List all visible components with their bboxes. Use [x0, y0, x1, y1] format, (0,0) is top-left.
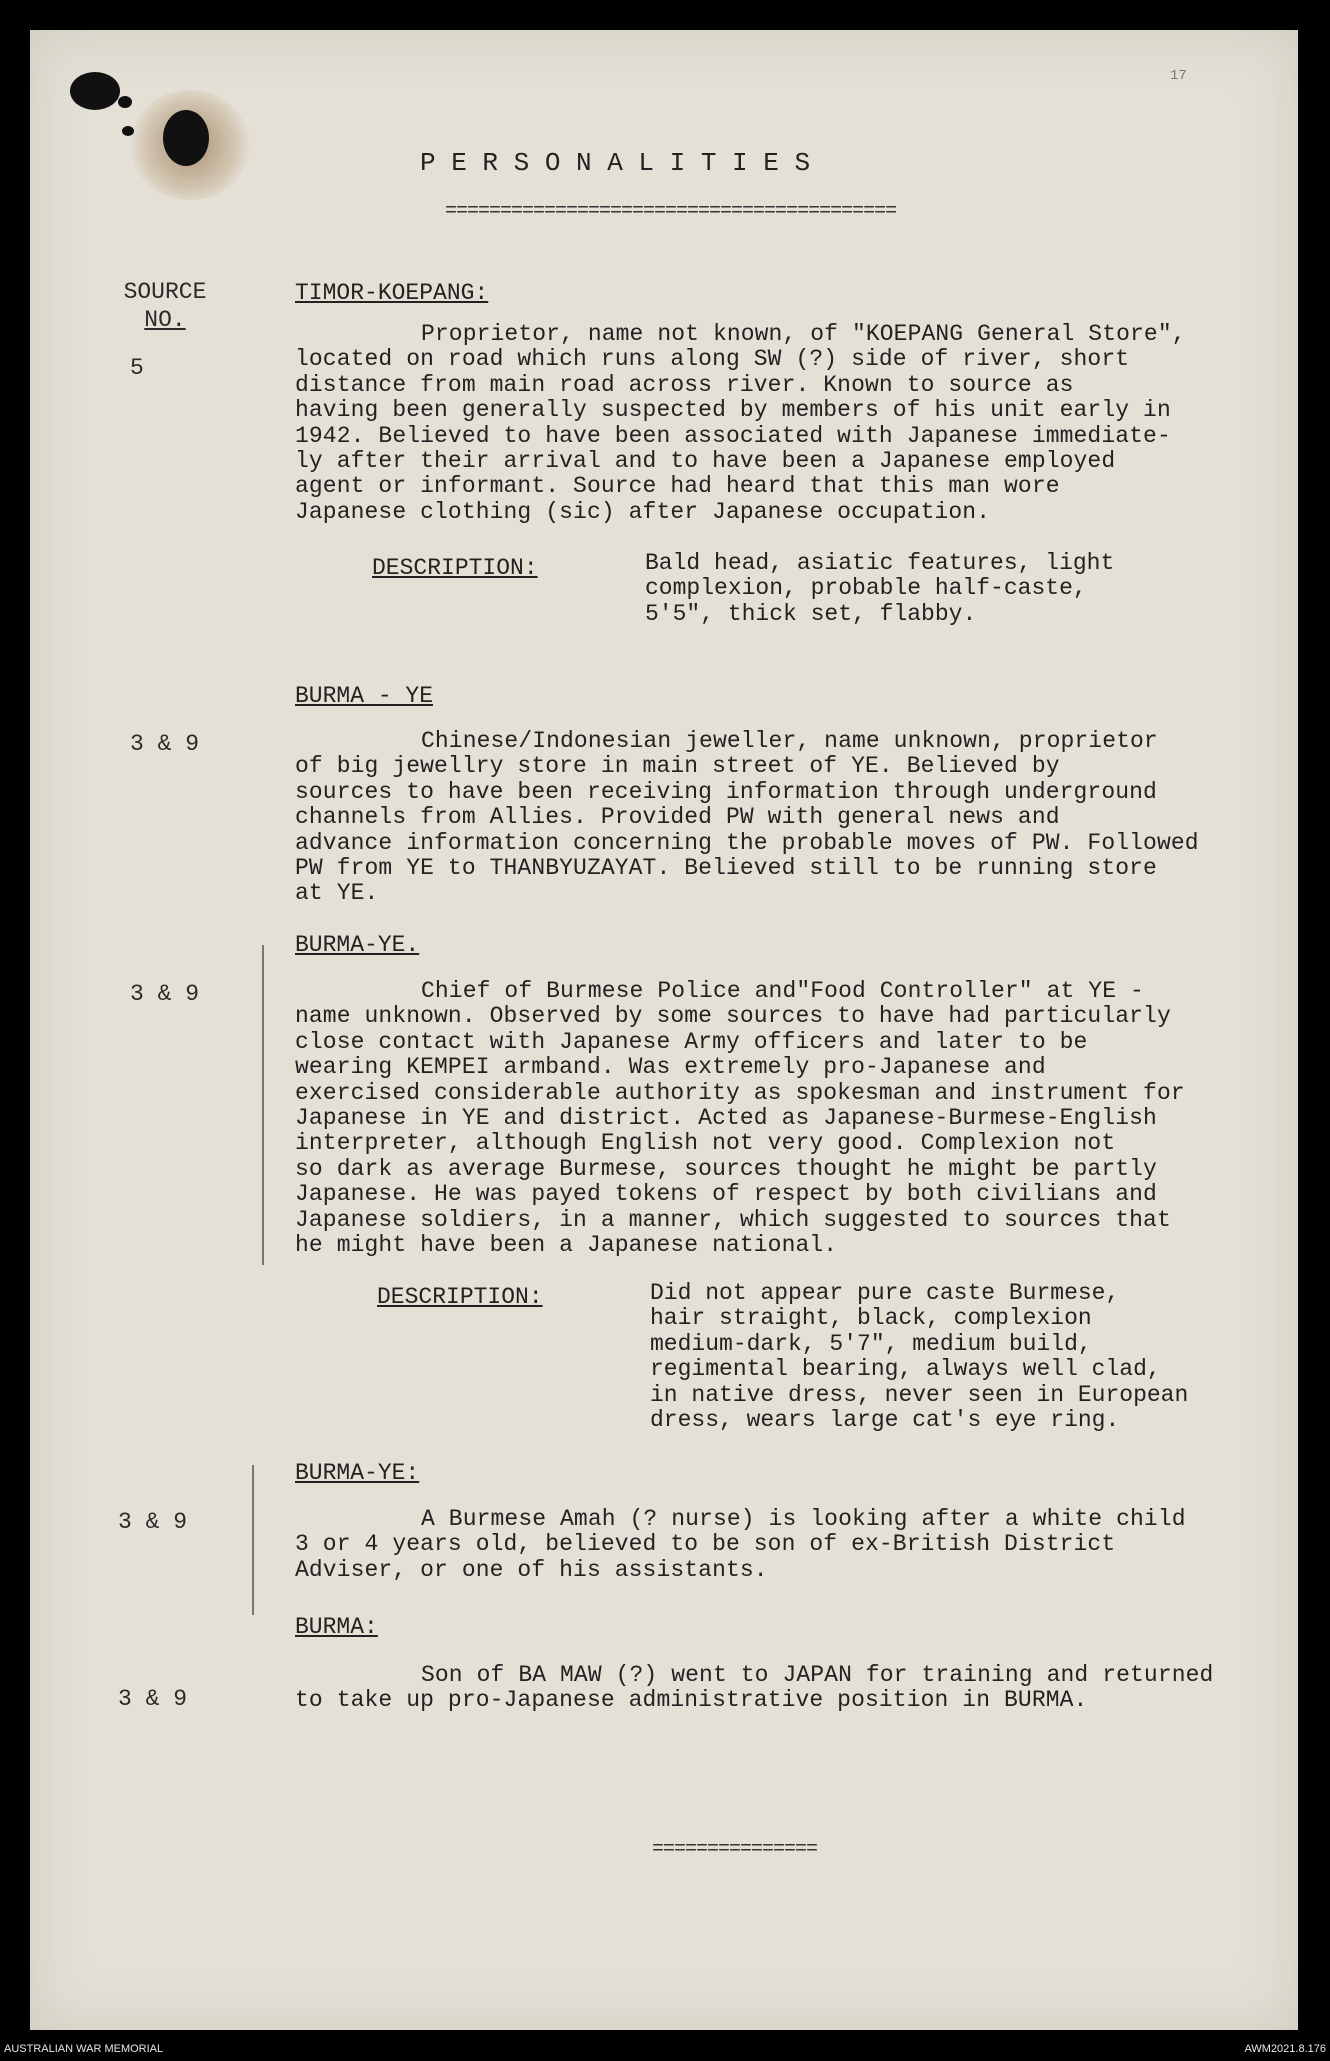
description-text: Did not appear pure caste Burmese, hair straight, black, complexion medium-dark, 5'7", medium build, regimental bearing, always well clad, in native dress, never seen in European dress, wears large cat's eye ring.: [650, 1280, 1189, 1434]
footer-reference: AWM2021.8.176: [1244, 2043, 1326, 2055]
source-number: 3 & 9: [130, 731, 200, 757]
margin-bracket: [252, 1465, 254, 1615]
entry-text: [295, 1663, 1285, 1714]
entry-heading: BURMA:: [295, 1614, 378, 1640]
corner-mark: 17: [1170, 68, 1187, 84]
entry-text-body: Chief of Burmese Police and"Food Controller" at YE - name unknown. Observed by some sources to have had particularly close contact with Japanese Army officers and later to be wearing KEMPEI armband. Was extremely pro-Japanese and exercised considerable authority as spokesman and instrument for Japanese in YE and district. Acted as Japanese-Burmese-English interpreter, although English not very good. Complexion not so dark as average Burmese, sources thought he might be partly Japanese. He was payed tokens of respect by both civilians and Japanese soldiers, in a manner, which suggested to sources that he might have been a Japanese national.: [295, 978, 1185, 1259]
description-label: DESCRIPTION:: [372, 555, 538, 581]
burn-hole: [70, 72, 120, 110]
entry-text: [295, 1507, 1285, 1583]
entry-text: [295, 979, 1285, 1258]
entry-text: [295, 322, 1285, 525]
description-text: Bald head, asiatic features, light complexion, probable half-caste, 5'5", thick set, flabby.: [645, 550, 1115, 627]
entry-heading: BURMA - YE: [295, 683, 434, 709]
source-column-header: [110, 278, 220, 334]
entry-heading: TIMOR-KOEPANG:: [295, 280, 489, 306]
footer-credit: AUSTRALIAN WAR MEMORIAL: [4, 2043, 164, 2055]
burn-hole: [122, 126, 134, 136]
source-number: 5: [130, 355, 144, 381]
entry-text-body: A Burmese Amah (? nurse) is looking after a white child 3 or 4 years old, believed to be son of ex-British District Adviser, or one of his assistants.: [295, 1506, 1186, 1583]
end-rule: ===============: [652, 1838, 818, 1861]
margin-bracket: [262, 945, 264, 1265]
entry-text: [295, 729, 1285, 907]
entry-heading: BURMA-YE:: [295, 1460, 420, 1486]
page-title: P E R S O N A L I T I E S: [420, 148, 811, 178]
source-number: 3 & 9: [118, 1686, 188, 1712]
source-number: 3 & 9: [130, 981, 200, 1007]
source-header-line1: SOURCE: [123, 279, 207, 305]
burn-hole: [163, 110, 209, 166]
entry-text-body: Son of BA MAW (?) went to JAPAN for training and returned to take up pro-Japanese administrative position in BURMA.: [295, 1662, 1214, 1714]
entry-text-body: Proprietor, name not known, of "KOEPANG General Store", located on road which runs along SW (?) side of river, short distance from main road across river. Known to source as having been generally suspected by members of his unit early in 1942. Believed to have been associated with Japanese immediate- ly after their arrival and to have been a Japanese employed agent or informant. Source had heard that this man wore Japanese clothing (sic) after Japanese occupation.: [295, 321, 1186, 525]
title-rule: =========================================: [445, 200, 897, 223]
source-header-line2: NO.: [144, 307, 186, 333]
burn-hole: [118, 96, 132, 108]
entry-text-body: Chinese/Indonesian jeweller, name unknown, proprietor of big jewellry store in main street of YE. Believed by sources to have been receiving information through underground channels from Allies. Provided PW with general news and advance information concerning the probable moves of PW. Followed PW from YE to THANBYUZAYAT. Believed still to be running store at YE.: [295, 728, 1199, 907]
entry-heading: BURMA-YE.: [295, 932, 420, 958]
description-label: DESCRIPTION:: [377, 1284, 543, 1310]
source-number: 3 & 9: [118, 1509, 188, 1535]
